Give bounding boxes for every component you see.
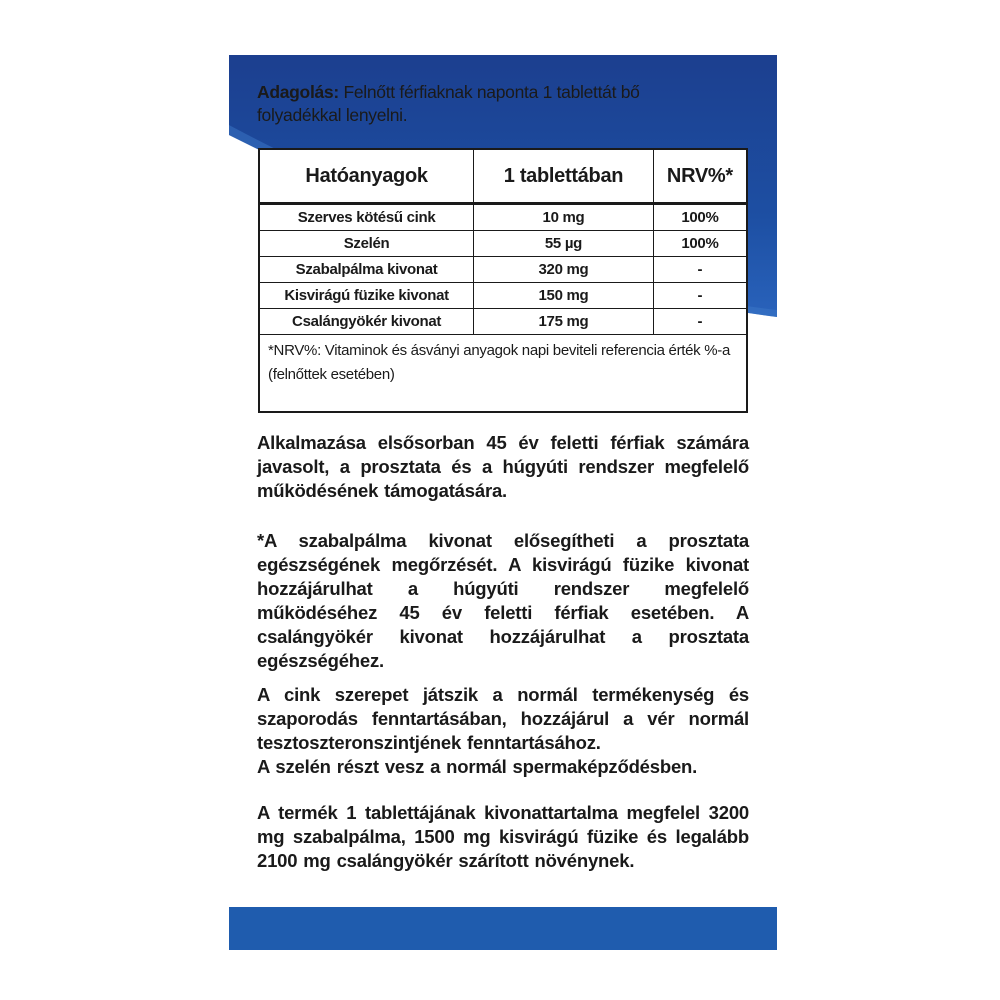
table-row	[259, 283, 747, 309]
usage-paragraph: Alkalmazása elsősorban 45 év feletti férfiak számára javasolt, a prosztata és a húgyúti rendszer megfelelő működésének támogatására.	[257, 432, 749, 501]
ingredient-amount: 55 µg	[474, 231, 654, 257]
nrv-footnote: *NRV%: Vitaminok és ásványi anyagok napi beviteli referencia érték %-a (felnőttek esetében)	[259, 335, 747, 413]
table-row	[259, 204, 747, 231]
zinc-selenium-paragraph	[257, 683, 749, 779]
ingredient-amount: 320 mg	[474, 257, 654, 283]
header-per-tablet: 1 tablettában	[474, 149, 654, 204]
table-row	[259, 231, 747, 257]
table-footnote-row	[259, 335, 747, 413]
ingredient-name: Kisvirágú füzike kivonat	[259, 283, 474, 309]
dosage-label: Adagolás:	[257, 82, 339, 102]
header-nrv: NRV%*	[653, 149, 747, 204]
zinc-text: A cink szerepet játszik a normál termékenység és szaporodás fenntartásában, hozzájárul a vér normál tesztoszteronszintjének fenntartásához.	[257, 684, 749, 753]
table-row	[259, 309, 747, 335]
ingredient-amount: 175 mg	[474, 309, 654, 335]
ingredient-nrv: 100%	[653, 204, 747, 231]
ingredients-table	[258, 148, 748, 413]
ingredient-name: Csalángyökér kivonat	[259, 309, 474, 335]
ingredient-amount: 150 mg	[474, 283, 654, 309]
ingredient-nrv: -	[653, 283, 747, 309]
ingredient-name: Szabalpálma kivonat	[259, 257, 474, 283]
selenium-text: A szelén részt vesz a normál spermaképződésben.	[257, 756, 698, 777]
header-ingredients: Hatóanyagok	[259, 149, 474, 204]
bottom-blue-band	[229, 907, 777, 950]
dosage-instruction: Felnőtt férfiaknak naponta 1 tablettát bő folyadékkal lenyelni.	[257, 82, 640, 125]
extract-content-paragraph: A termék 1 tablettájának kivonattartalma megfelel 3200 mg szabalpálma, 1500 mg kisvirágú füzike és legalább 2100 mg csalángyökér szárított növénynek.	[257, 802, 749, 871]
label-panel	[229, 55, 777, 950]
ingredients-benefits-paragraph: *A szabalpálma kivonat elősegítheti a prosztata egészségének megőrzését. A kisvirágú füzike kivonat hozzájárulhat a húgyúti rendszer megfelelő működéséhez 45 év feletti férfiak esetében. A csalángyökér kivonat hozzájárulhat a prosztata egészségéhez.	[257, 530, 749, 671]
table-row	[259, 257, 747, 283]
ingredient-name: Szelén	[259, 231, 474, 257]
table-header-row	[259, 149, 747, 204]
ingredient-name: Szerves kötésű cink	[259, 204, 474, 231]
ingredient-nrv: 100%	[653, 231, 747, 257]
ingredient-nrv: -	[653, 309, 747, 335]
ingredient-amount: 10 mg	[474, 204, 654, 231]
ingredient-nrv: -	[653, 257, 747, 283]
dosage-text	[257, 81, 687, 127]
